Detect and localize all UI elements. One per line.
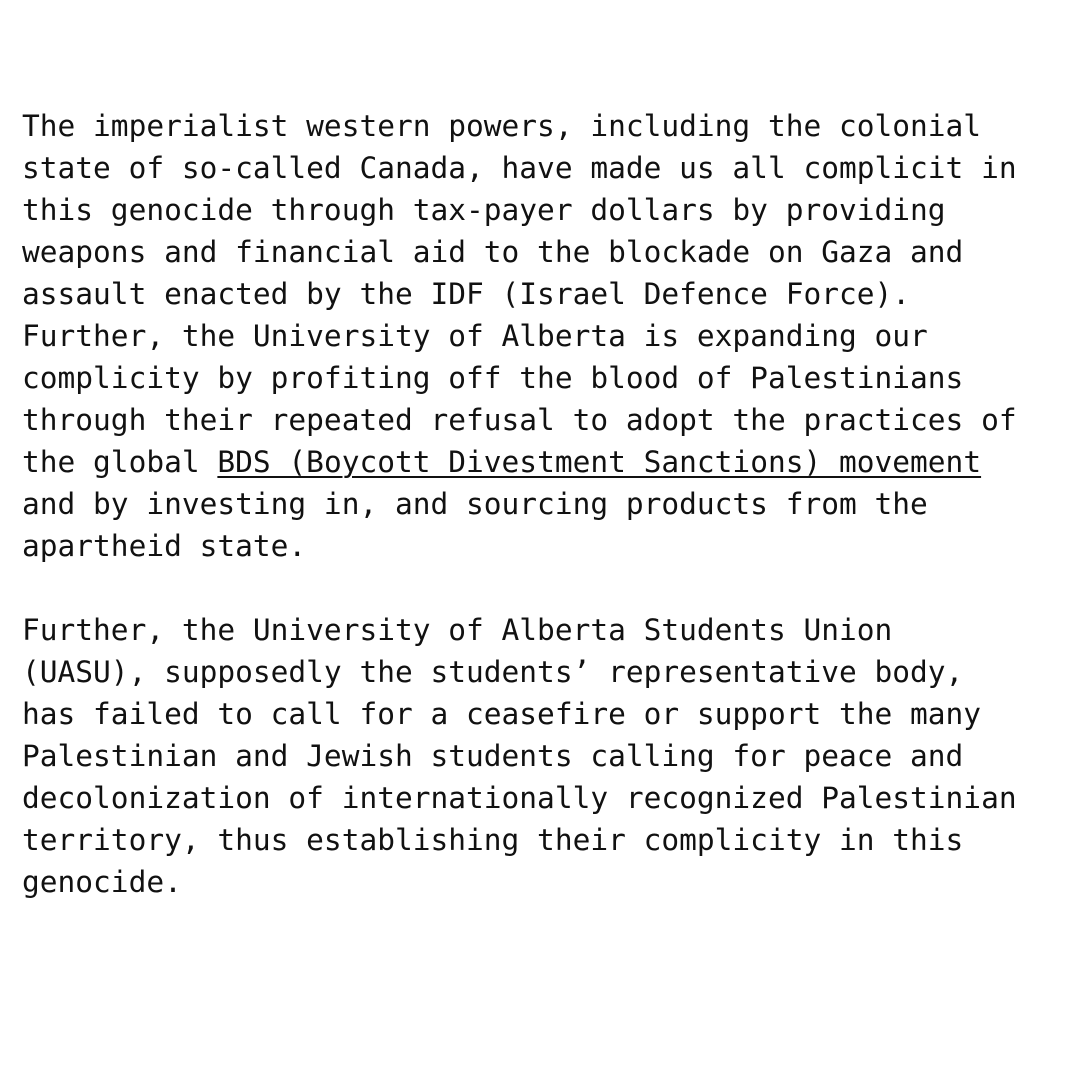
- text-line: through their repeated refusal to adopt the practices of: [22, 403, 1017, 437]
- document-body: [22, 105, 1062, 903]
- paragraph-spacer: [22, 567, 1062, 609]
- bds-movement-link[interactable]: BDS (Boycott Divestment Sanctions) movement: [217, 445, 982, 479]
- text-line: weapons and financial aid to the blockade on Gaza and: [22, 235, 964, 269]
- text-line: and by investing in, and sourcing products from the: [22, 487, 928, 521]
- text-line: has failed to call for a ceasefire or support the many: [22, 697, 982, 731]
- text-line: Further, the University of Alberta Students Union: [22, 613, 893, 647]
- text-line: genocide.: [22, 865, 182, 899]
- text-line: The imperialist western powers, including the colonial: [22, 109, 982, 143]
- text-line: this genocide through tax-payer dollars by providing: [22, 193, 946, 227]
- text-line: territory, thus establishing their complicity in this: [22, 823, 964, 857]
- paragraph-uasu: [22, 609, 1062, 903]
- text-line: complicity by profiting off the blood of Palestinians: [22, 361, 964, 395]
- text-line: Further, the University of Alberta is expanding our: [22, 319, 928, 353]
- text-line: decolonization of internationally recognized Palestinian: [22, 781, 1017, 815]
- text-line-with-link: [22, 441, 1062, 483]
- paragraph-imperialism: [22, 105, 1062, 567]
- text-line: apartheid state.: [22, 529, 307, 563]
- text-line: state of so-called Canada, have made us all complicit in: [22, 151, 1017, 185]
- text-line: assault enacted by the IDF (Israel Defence Force).: [22, 277, 911, 311]
- text-segment: the global: [22, 445, 218, 479]
- text-line: (UASU), supposedly the students’ representative body,: [22, 655, 964, 689]
- text-line: Palestinian and Jewish students calling for peace and: [22, 739, 964, 773]
